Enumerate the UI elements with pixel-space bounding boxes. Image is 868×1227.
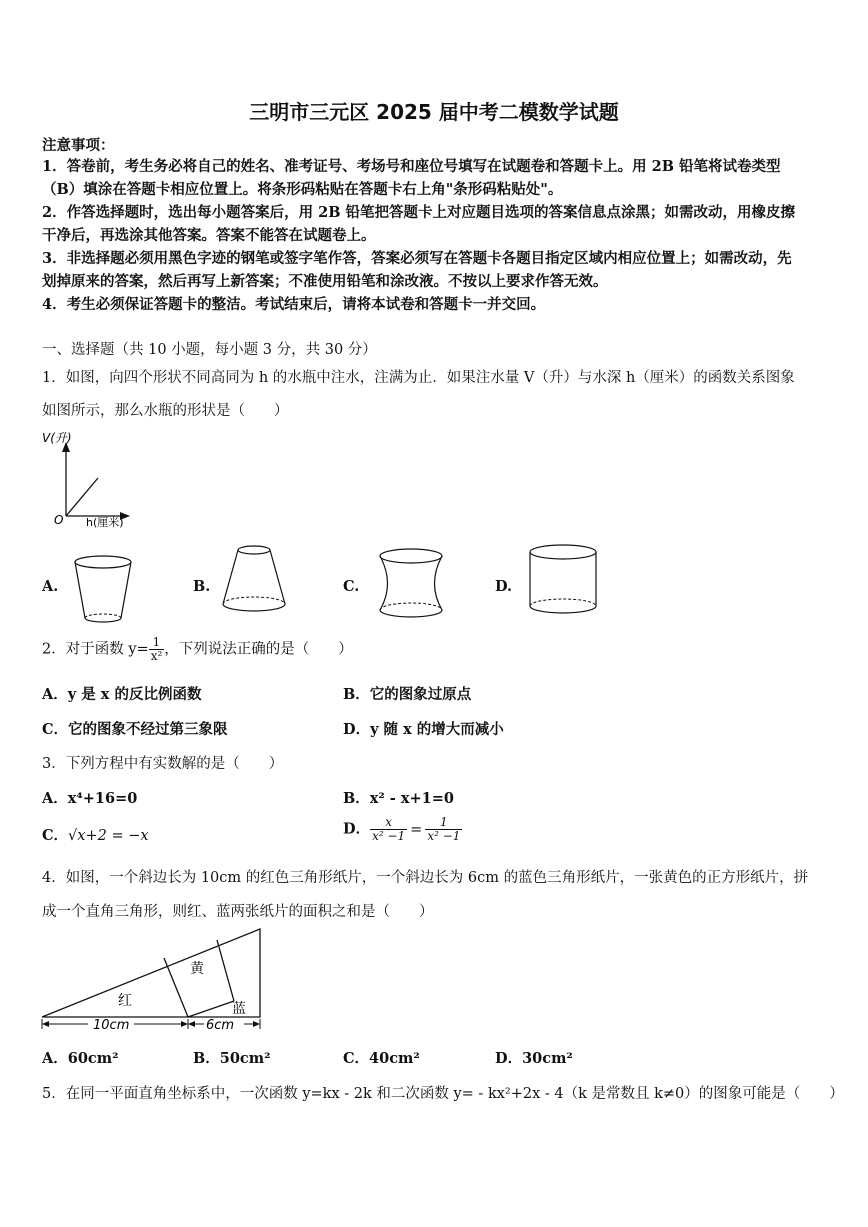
fig-len-10: 10cm <box>93 1018 130 1033</box>
q2-frac-den: x² <box>150 649 163 663</box>
q3-option-c-label: C． <box>42 827 69 844</box>
q3-option-c[interactable] <box>42 824 149 845</box>
bottle-a-figure <box>68 552 138 624</box>
fig-red-label: 红 <box>118 993 132 1009</box>
bottle-c-figure <box>373 546 449 622</box>
graph-origin: O <box>54 513 64 527</box>
notice-line: （B）填涂在答题卡相应位置上。将条形码粘贴在答题卡右上角"条形码粘贴处"。 <box>42 181 563 198</box>
notice-line: 1．答卷前，考生务必将自己的姓名、准考证号、考场号和座位号填写在试题卷和答题卡上。用 2B 铅笔将试卷类型 <box>42 158 781 175</box>
bottle-b-figure <box>218 542 290 618</box>
notice-line: 4．考生必须保证答题卡的整洁。考试结束后，请将本试卷和答题卡一并交回。 <box>42 296 546 313</box>
q2-fraction <box>149 636 165 663</box>
q3-d-left-frac <box>370 816 407 843</box>
q1-stem-2: 如图所示，那么水瓶的形状是（ ） <box>42 403 289 419</box>
q4-stem-2: 成一个直角三角形，则红、蓝两张纸片的面积之和是（ ） <box>42 904 434 920</box>
q4-option-a[interactable]: A．60cm² <box>42 1050 119 1067</box>
q4-option-d[interactable]: D．30cm² <box>495 1050 573 1067</box>
graph-x-label: h(厘米) <box>86 516 124 529</box>
fig-blue-label: 蓝 <box>232 1001 246 1017</box>
q3-d-right-num: 1 <box>425 816 462 830</box>
q3-stem: 3．下列方程中有实数解的是（ ） <box>42 756 284 772</box>
q2-option-d[interactable]: D．y 随 x 的增大而减小 <box>343 721 504 738</box>
q3-option-d[interactable] <box>343 816 462 843</box>
q5-stem: 5．在同一平面直角坐标系中，一次函数 y=kx - 2k 和二次函数 y= - kx²+2x - 4（k 是常数且 k≠0）的图象可能是（ ） <box>42 1086 844 1102</box>
q4-option-c[interactable]: C．40cm² <box>343 1050 420 1067</box>
q3-d-left-den: x² −1 <box>372 829 406 843</box>
notice-line: 2．作答选择题时，选出每小题答案后，用 2B 铅笔把答题卡上对应题目选项的答案信息点涂黑；如需改动，用橡皮擦 <box>42 204 796 221</box>
fig-yellow-label: 黄 <box>190 961 204 977</box>
notice-line: 3．非选择题必须用黑色字迹的钢笔或签字笔作答，答案必须写在答题卡各题目指定区域内相应位置上；如需改动，先 <box>42 250 792 267</box>
q1-stem: 1．如图，向四个形状不同高同为 h 的水瓶中注水，注满为止．如果注水量 V（升）与水深 h（厘米）的函数关系图象 <box>42 370 795 386</box>
q4-option-b[interactable]: B．50cm² <box>193 1050 271 1067</box>
q3-option-a[interactable]: A．x⁴+16=0 <box>42 790 138 807</box>
page-title: 三明市三元区 2025 届中考二模数学试题 <box>249 100 619 124</box>
q2-option-a[interactable]: A．y 是 x 的反比例函数 <box>42 686 202 703</box>
q2-stem-suffix: ，下列说法正确的是（ ） <box>164 641 353 658</box>
q1-option-b[interactable]: B. <box>193 578 211 595</box>
notice-line: 干净后，再选涂其他答案。答案不能答在试题卷上。 <box>42 227 376 244</box>
q3-option-d-label: D． <box>343 820 371 838</box>
section-heading: 一、选择题（共 10 小题，每小题 3 分，共 30 分） <box>42 342 377 358</box>
q2-frac-num: 1 <box>149 636 165 650</box>
q3-d-equals: = <box>410 821 423 838</box>
bottle-d-figure <box>525 542 601 620</box>
q3-d-right-frac <box>425 816 462 843</box>
q2-stem <box>42 636 353 663</box>
fig-len-6: 6cm <box>206 1018 235 1033</box>
q3-d-right-den: x² −1 <box>427 829 461 843</box>
q1-option-a[interactable]: A. <box>42 578 59 595</box>
q1-volume-graph <box>40 428 150 532</box>
q4-stem: 4．如图，一个斜边长为 10cm 的红色三角形纸片，一个斜边长为 6cm 的蓝色三角形纸片，一张黄色的正方形纸片，拼 <box>42 870 809 886</box>
notice-heading: 注意事项： <box>42 137 115 154</box>
q2-option-b[interactable]: B．它的图象过原点 <box>343 686 472 703</box>
q2-option-c[interactable]: C．它的图象不经过第三象限 <box>42 721 228 738</box>
q2-stem-prefix: 2．对于函数 y= <box>42 641 149 658</box>
notice-line: 划掉原来的答案，然后再写上新答案；不准使用铅笔和涂改液。不按以上要求作答无效。 <box>42 273 608 290</box>
q3-option-b[interactable]: B．x² - x+1=0 <box>343 790 454 807</box>
q4-triangle-figure <box>38 925 268 1037</box>
q3-option-c-expr: √x+2 = −x <box>68 828 149 844</box>
q3-d-left-num: x <box>370 816 407 830</box>
q1-option-c[interactable]: C. <box>343 578 360 595</box>
q1-option-d[interactable]: D. <box>495 578 513 595</box>
graph-y-label: V(升) <box>42 431 72 445</box>
